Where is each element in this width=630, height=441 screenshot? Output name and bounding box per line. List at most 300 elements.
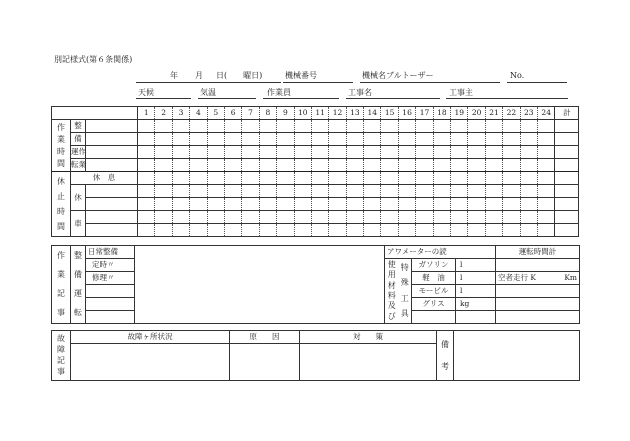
maint-group-label (71, 247, 85, 323)
maint-item-blank-0 (86, 285, 135, 298)
hour-cell (207, 211, 224, 224)
hour-cell (381, 211, 398, 224)
hour-cell (294, 172, 311, 185)
hour-cell (398, 146, 415, 159)
hour-cell (381, 185, 398, 198)
hour-cell (224, 133, 241, 146)
material-blank (412, 311, 456, 324)
hour-cell (398, 198, 415, 211)
month-label: 月 (195, 71, 203, 80)
maint-group-cell (71, 246, 86, 324)
weather-label: 天候 (138, 88, 154, 97)
hour-header: 8 (259, 107, 276, 120)
hour-cell (155, 224, 172, 237)
hour-cell (329, 120, 346, 133)
hour-cell (207, 198, 224, 211)
hour-cell (485, 185, 502, 198)
hour-cell (190, 146, 207, 159)
hour-header: 21 (485, 107, 502, 120)
year-label: 年 (170, 71, 178, 80)
hour-cell (294, 159, 311, 172)
hour-cell (155, 133, 172, 146)
hour-cell (155, 172, 172, 185)
hour-cell (207, 146, 224, 159)
hour-cell (172, 133, 189, 146)
hour-cell (468, 133, 485, 146)
hour-cell (346, 224, 363, 237)
hour-header: 7 (242, 107, 259, 120)
hour-cell (538, 185, 555, 198)
idle-row-blank (86, 224, 138, 237)
contractor-label: 工事主 (449, 88, 473, 97)
vertical-char: 間 (57, 221, 65, 231)
hour-cell (503, 185, 520, 198)
hour-header: 12 (329, 107, 346, 120)
vertical-char: 時 (57, 146, 65, 156)
hour-cell (520, 159, 537, 172)
materials-group-cell (385, 259, 399, 324)
hour-header: 6 (224, 107, 241, 120)
distance-blank-0 (496, 285, 580, 298)
work-row-blank (86, 146, 138, 159)
worker-underline (263, 98, 339, 99)
vertical-char: 具 (400, 309, 409, 319)
hour-cell (190, 120, 207, 133)
hour-cell (433, 159, 450, 172)
hour-cell (277, 185, 294, 198)
hour-header: 23 (520, 107, 537, 120)
hour-cell (172, 146, 189, 159)
hour-header: 5 (207, 107, 224, 120)
hour-cell (520, 133, 537, 146)
hour-header: 10 (294, 107, 311, 120)
number-label: No. (510, 71, 525, 80)
hour-cell (346, 159, 363, 172)
hour-cell (520, 224, 537, 237)
temperature-label: 気温 (200, 88, 216, 97)
vertical-char: 記 (57, 289, 65, 298)
hour-cell (520, 146, 537, 159)
vertical-char: 及 (387, 301, 396, 311)
distance-blank-1 (496, 298, 580, 311)
hour-cell (451, 172, 468, 185)
hour-header: 20 (468, 107, 485, 120)
vertical-char: 作 (57, 251, 65, 260)
hour-cell (346, 211, 363, 224)
hour-cell (138, 133, 155, 146)
hour-cell (242, 211, 259, 224)
temperature-underline (198, 98, 256, 99)
work-record-table (51, 245, 580, 324)
hour-cell (259, 198, 276, 211)
hour-cell (433, 198, 450, 211)
hour-cell (398, 185, 415, 198)
hour-cell (259, 172, 276, 185)
hour-cell (451, 159, 468, 172)
hour-cell (451, 133, 468, 146)
hour-cell (242, 146, 259, 159)
hour-cell (538, 224, 555, 237)
hour-cell (538, 172, 555, 185)
hour-cell (172, 211, 189, 224)
hour-cell (259, 211, 276, 224)
hour-cell (364, 198, 381, 211)
hour-cell (242, 198, 259, 211)
hour-cell (242, 224, 259, 237)
unit-blank (456, 311, 496, 324)
hour-cell (155, 198, 172, 211)
fault-cause-label: 原 因 (230, 331, 300, 344)
hour-cell (242, 120, 259, 133)
remarks-label-cell (437, 331, 454, 381)
form-title: 別記様式(第６条関係) (54, 55, 133, 64)
hour-header: 4 (190, 107, 207, 120)
hour-cell (451, 146, 468, 159)
idle-row-blank (86, 198, 138, 211)
hour-cell (294, 133, 311, 146)
grid-corner-cell (52, 107, 138, 120)
hour-cell (416, 224, 433, 237)
unit-2: l (456, 285, 496, 298)
hour-cell (207, 172, 224, 185)
hour-cell (277, 224, 294, 237)
hour-cell (329, 146, 346, 159)
total-cell (555, 185, 579, 198)
total-cell (555, 172, 579, 185)
total-cell (555, 211, 579, 224)
work-record-group-cell (52, 246, 71, 324)
hour-cell (503, 133, 520, 146)
hour-cell (364, 120, 381, 133)
hour-cell (155, 211, 172, 224)
hour-cell (224, 172, 241, 185)
hour-header: 13 (346, 107, 363, 120)
hour-header: 16 (398, 107, 415, 120)
work-group-cell (52, 120, 71, 172)
remarks-area (454, 331, 580, 381)
hour-header: 17 (416, 107, 433, 120)
hour-cell (138, 198, 155, 211)
fault-remedy-area (300, 344, 437, 381)
hour-cell (329, 159, 346, 172)
hour-cell (242, 159, 259, 172)
machine-no-label: 機械番号 (285, 71, 317, 80)
work-record-group-label (52, 247, 70, 323)
maint-item-blank-2 (86, 311, 135, 324)
hour-cell (416, 185, 433, 198)
hour-cell (259, 146, 276, 159)
hour-cell (224, 185, 241, 198)
hour-cell (277, 146, 294, 159)
hour-cell (224, 198, 241, 211)
hour-cell (190, 159, 207, 172)
vertical-char: 備 (441, 339, 449, 349)
hour-cell (277, 133, 294, 146)
hour-cell (311, 198, 328, 211)
maint-item-1: 定時〃 (86, 259, 135, 272)
vertical-char: 休 (57, 176, 65, 186)
hour-cell (138, 172, 155, 185)
vertical-char: 故 (57, 334, 65, 343)
hour-header: 14 (364, 107, 381, 120)
hour-cell (381, 172, 398, 185)
hour-cell (277, 159, 294, 172)
hour-cell (138, 211, 155, 224)
hour-cell (538, 211, 555, 224)
hour-cell (277, 120, 294, 133)
vertical-char: 時 (57, 206, 65, 216)
hourmeter-label: アワメーターの読 (385, 246, 496, 259)
hour-cell (468, 211, 485, 224)
hour-cell (172, 224, 189, 237)
hour-cell (398, 172, 415, 185)
hour-cell (224, 120, 241, 133)
hour-cell (346, 185, 363, 198)
hour-cell (364, 185, 381, 198)
total-cell (555, 159, 579, 172)
work-row-label: 整 (71, 120, 86, 133)
hour-cell (224, 224, 241, 237)
hour-cell (346, 198, 363, 211)
hour-cell (294, 211, 311, 224)
hour-header: 11 (311, 107, 328, 120)
hour-cell (381, 120, 398, 133)
hour-cell (329, 198, 346, 211)
fault-remedy-label: 対 策 (300, 331, 437, 344)
hour-cell (155, 159, 172, 172)
vertical-char: 記 (57, 356, 65, 365)
hour-cell (311, 146, 328, 159)
fault-status-label: 故障ヶ所状況 (71, 331, 230, 344)
hour-cell (207, 159, 224, 172)
hour-cell (277, 172, 294, 185)
hour-cell (364, 224, 381, 237)
hour-cell (277, 211, 294, 224)
hour-cell (207, 185, 224, 198)
hour-cell (224, 159, 241, 172)
hour-cell (468, 146, 485, 159)
hour-cell (364, 211, 381, 224)
hour-cell (138, 224, 155, 237)
hour-cell (485, 120, 502, 133)
hour-cell (433, 224, 450, 237)
hour-cell (398, 120, 415, 133)
materials-group-label (385, 260, 399, 322)
hour-cell (259, 133, 276, 146)
hour-cell (468, 185, 485, 198)
hour-cell (503, 159, 520, 172)
hour-cell (277, 198, 294, 211)
hour-cell (138, 146, 155, 159)
distance-label: 空者走行 K (496, 272, 556, 285)
hour-header: 1 (138, 107, 155, 120)
hour-header: 2 (155, 107, 172, 120)
hour-cell (329, 211, 346, 224)
hour-cell (538, 159, 555, 172)
vertical-char: 用 (387, 270, 396, 280)
vertical-char: 転 (74, 308, 82, 317)
special-tools-group-label (399, 260, 412, 322)
hour-cell (451, 120, 468, 133)
hour-cell (468, 120, 485, 133)
hour-cell (172, 120, 189, 133)
hour-cell (190, 185, 207, 198)
hour-header: 3 (172, 107, 189, 120)
hour-cell (172, 159, 189, 172)
km-label: Km (556, 272, 580, 285)
total-cell (555, 133, 579, 146)
hour-cell (503, 224, 520, 237)
hour-header: 15 (381, 107, 398, 120)
hour-cell (311, 211, 328, 224)
hour-cell (172, 185, 189, 198)
hour-cell (172, 198, 189, 211)
hour-cell (259, 224, 276, 237)
total-cell (555, 198, 579, 211)
vertical-char: 事 (57, 308, 65, 317)
machine-no-underline (283, 82, 353, 83)
hour-cell (433, 133, 450, 146)
hour-cell (346, 146, 363, 159)
hour-cell (294, 224, 311, 237)
hour-cell (398, 224, 415, 237)
fault-status-area (71, 344, 230, 381)
hour-cell (451, 211, 468, 224)
hour-cell (259, 185, 276, 198)
vertical-char: 作 (57, 122, 65, 132)
hour-cell (416, 198, 433, 211)
weather-underline (136, 98, 191, 99)
fault-cause-area (230, 344, 300, 381)
material-0: ガソリン (412, 259, 456, 272)
idle-row-blank (86, 185, 138, 198)
hour-cell (294, 185, 311, 198)
hour-cell (416, 159, 433, 172)
hour-cell (485, 198, 502, 211)
hour-cell (311, 159, 328, 172)
hour-cell (190, 198, 207, 211)
machine-name-underline (360, 82, 500, 83)
maint-item-2: 修理〃 (86, 272, 135, 285)
hour-cell (451, 198, 468, 211)
hour-cell (155, 120, 172, 133)
hour-cell (207, 120, 224, 133)
hour-cell (503, 198, 520, 211)
hour-cell (416, 172, 433, 185)
hour-cell (520, 120, 537, 133)
work-row-blank (86, 159, 138, 172)
operating-total-value (496, 259, 580, 272)
work-row-label: 運作 (71, 146, 86, 159)
hour-cell (468, 159, 485, 172)
hour-cell (346, 120, 363, 133)
hour-cell (433, 146, 450, 159)
hour-cell (294, 146, 311, 159)
vertical-char: 止 (57, 191, 65, 201)
idle-rest-label: 休 息 (71, 172, 138, 185)
project-name-label: 工事名 (348, 88, 372, 97)
hour-cell (416, 211, 433, 224)
project-name-underline (346, 98, 440, 99)
hour-cell (381, 146, 398, 159)
hour-cell (207, 224, 224, 237)
hour-header: 18 (433, 107, 450, 120)
material-2: モービル (412, 285, 456, 298)
hour-cell (242, 185, 259, 198)
vertical-char: 障 (57, 345, 65, 354)
hour-cell (485, 172, 502, 185)
hour-cell (138, 120, 155, 133)
hour-cell (381, 159, 398, 172)
unit-0: l (456, 259, 496, 272)
hour-cell (364, 133, 381, 146)
hour-cell (346, 172, 363, 185)
fault-table (51, 330, 580, 381)
hour-cell (294, 198, 311, 211)
work-time-group-label (52, 122, 70, 170)
worker-label: 作業員 (267, 88, 291, 97)
hour-cell (520, 211, 537, 224)
hour-cell (398, 159, 415, 172)
hour-cell (329, 224, 346, 237)
material-3: グリス (412, 298, 456, 311)
hour-cell (224, 146, 241, 159)
hour-cell (520, 185, 537, 198)
operating-total-label: 運転時間計 (496, 246, 580, 259)
vertical-char: 業 (57, 134, 65, 144)
hour-cell (451, 185, 468, 198)
idle-time-group-label (52, 174, 70, 234)
total-header: 計 (555, 107, 579, 120)
idle-row-label: 休 (71, 185, 86, 211)
hour-cell (346, 133, 363, 146)
hour-cell (242, 133, 259, 146)
day-weekday-label: 日( 曜日) (216, 71, 263, 80)
time-grid (51, 106, 579, 237)
hour-cell (433, 120, 450, 133)
hour-cell (329, 133, 346, 146)
hour-cell (433, 211, 450, 224)
hour-cell (503, 146, 520, 159)
hour-cell (138, 159, 155, 172)
hour-cell (538, 146, 555, 159)
hour-cell (416, 133, 433, 146)
vertical-char: 使 (387, 260, 396, 270)
vertical-char: 料 (387, 291, 396, 301)
hour-cell (155, 146, 172, 159)
work-row-label: 備 (71, 133, 86, 146)
hour-cell (538, 198, 555, 211)
hour-cell (503, 211, 520, 224)
fault-group-cell (52, 331, 71, 381)
hour-cell (364, 146, 381, 159)
hour-cell (398, 211, 415, 224)
maint-item-blank-1 (86, 298, 135, 311)
hour-cell (485, 211, 502, 224)
hour-cell (190, 133, 207, 146)
number-underline (507, 82, 567, 83)
hour-cell (451, 224, 468, 237)
hour-cell (468, 198, 485, 211)
hour-cell (242, 172, 259, 185)
vertical-char: 業 (57, 270, 65, 279)
hour-cell (485, 224, 502, 237)
contractor-underline (446, 98, 568, 99)
hour-cell (468, 172, 485, 185)
unit-1: l (456, 272, 496, 285)
fault-group-label (52, 334, 70, 378)
total-cell (555, 146, 579, 159)
